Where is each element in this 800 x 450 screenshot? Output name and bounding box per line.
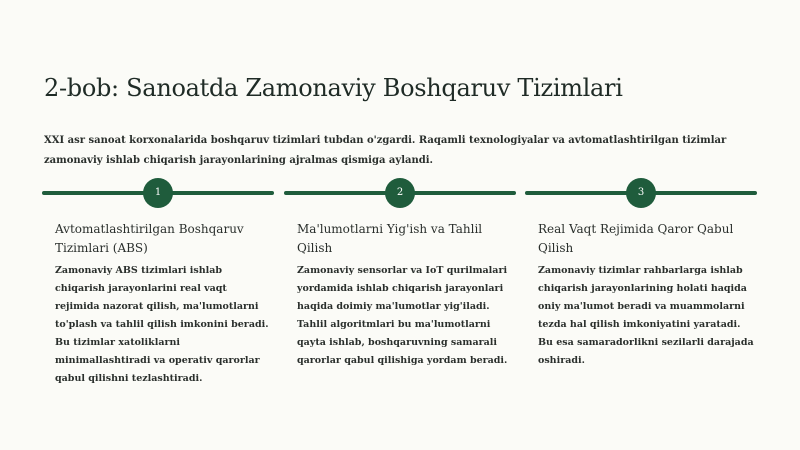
step-title: Ma'lumotlarni Yig'ish va Tahlil Qilish xyxy=(297,222,483,255)
step-title: Real Vaqt Rejimida Qaror Qabul Qilish xyxy=(538,222,734,255)
step-number-badge: 1 xyxy=(143,178,173,208)
step-card-2 xyxy=(284,176,516,416)
step-description: Zamonaviy ABS tizimlari ishlab chiqarish jarayonlarini real vaqt rejimida nazorat qilish, ma'lumotlarni to'plash va tahlil qilish imkonini beradi. Bu tizimlar xatoliklarni minimallashtiradi va operativ qarorlar qabul qilishni tezlashtiradi. xyxy=(55,265,269,384)
step-number-badge: 3 xyxy=(626,178,656,208)
intro-paragraph: XXI asr sanoat korxonalarida boshqaruv tizimlari tubdan o'zgardi. Raqamli texnologiyalar va avtomatlashtirilgan tizimlar zamonaviy ishlab chiqarish jarayonlarining ajralmas qismiga aylandi. xyxy=(44,135,727,166)
step-description: Zamonaviy sensorlar va IoT qurilmalari yordamida ishlab chiqarish jarayonlari haqida doimiy ma'lumotlar yig'iladi. Tahlil algoritmlari bu ma'lumotlarni qayta ishlab, boshqaruvning samarali qarorlar qabul qilishiga yordam beradi. xyxy=(297,265,508,366)
step-card-1 xyxy=(42,176,274,416)
step-card-3 xyxy=(525,176,757,416)
slide-title: 2-bob: Sanoatda Zamonaviy Boshqaruv Tizimlari xyxy=(44,74,623,102)
step-description: Zamonaviy tizimlar rahbarlarga ishlab chiqarish jarayonlarining holati haqida oniy ma'lumot beradi va muammolarni tezda hal qilish imkoniyatini yaratadi. Bu esa samaradorlikni sezilarli darajada oshiradi. xyxy=(538,265,754,366)
step-title: Avtomatlashtirilgan Boshqaruv Tizimlari (ABS) xyxy=(55,222,244,255)
step-number-badge: 2 xyxy=(385,178,415,208)
